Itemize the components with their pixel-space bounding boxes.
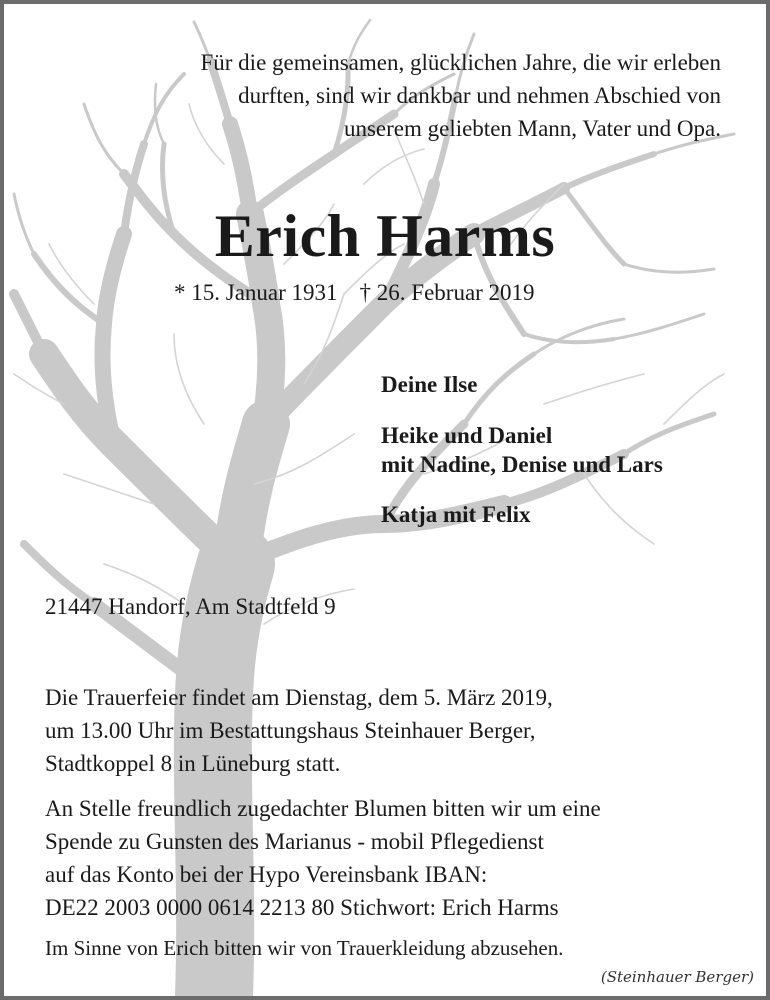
family-line-3: mit Nadine, Denise und Lars [381, 452, 663, 477]
intro-line-2: durften, sind wir dankbar und nehmen Abschied von [238, 83, 721, 108]
deceased-name: Erich Harms [214, 203, 556, 269]
birth-date: * 15. Januar 1931 [174, 280, 338, 305]
intro-line-3: unserem geliebten Mann, Vater und Opa. [343, 116, 721, 141]
donation-line-3: auf das Konto bei der Hypo Vereinsbank IBAN: [45, 862, 488, 887]
donation-line-4: DE22 2003 0000 0614 2213 80 Stichwort: Erich Harms [45, 895, 559, 920]
life-dates [174, 280, 535, 306]
family-line-4: Katja mit Felix [381, 502, 531, 527]
ceremony-line-2: um 13.00 Uhr im Bestattungshaus Steinhauer Berger, [45, 718, 536, 743]
donation-line-1: An Stelle freundlich zugedachter Blumen bitten wir um eine [45, 796, 601, 821]
funeral-home-signature: (Steinhauer Berger) [600, 968, 754, 986]
ceremony-line-1: Die Trauerfeier findet am Dienstag, dem 5. März 2019, [45, 685, 553, 710]
family-line-2: Heike und Daniel [381, 423, 553, 448]
donation-line-2: Spende zu Gunsten des Marianus - mobil Pflegedienst [45, 829, 544, 854]
family-line-1: Deine Ilse [381, 372, 478, 397]
closing-note: Im Sinne von Erich bitten wir von Trauerkleidung abzusehen. [45, 936, 564, 960]
death-date: † 26. Februar 2019 [359, 280, 535, 305]
address: 21447 Handorf, Am Stadtfeld 9 [45, 594, 336, 619]
intro-line-1: Für die gemeinsamen, glücklichen Jahre, die wir erleben [200, 50, 721, 75]
ceremony-line-3: Stadtkoppel 8 in Lüneburg statt. [45, 751, 341, 776]
